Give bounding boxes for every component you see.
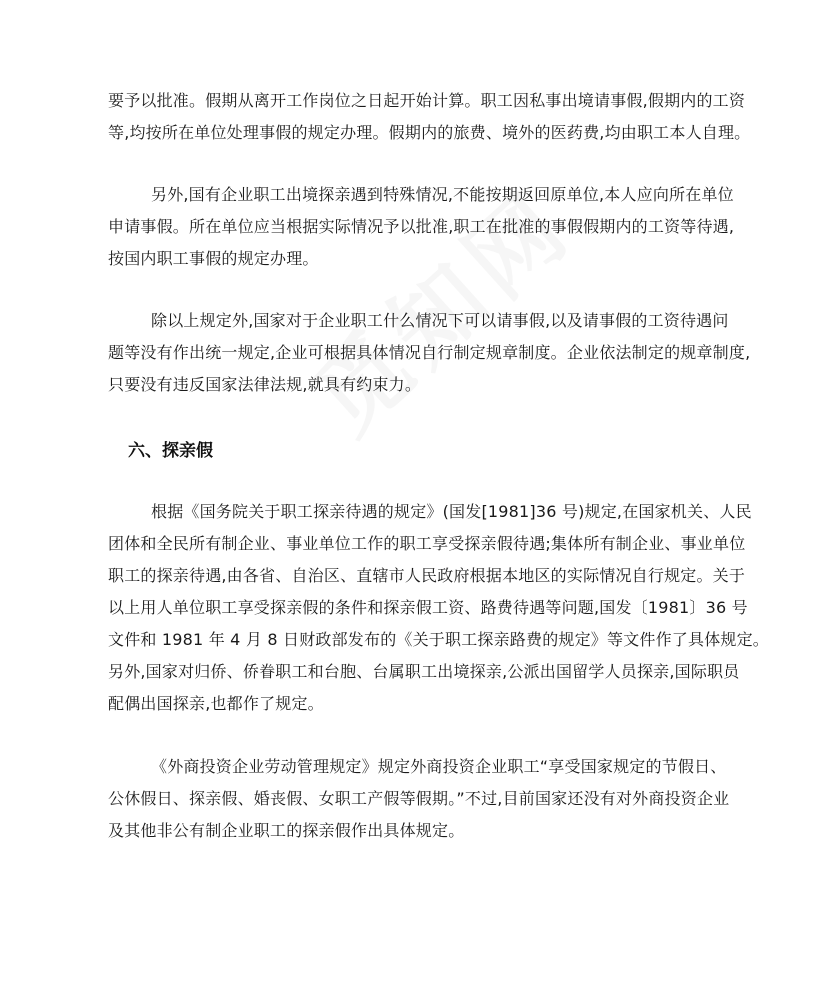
paragraph-line: 只要没有违反国家法律法规,就具有约束力。 — [108, 375, 422, 394]
paragraph-line: 另外,国家对归侨、侨眷职工和台胞、台属职工出境探亲,公派出国留学人员探亲,国际职员 — [108, 662, 740, 681]
paragraph-line: 要予以批准。假期从离开工作岗位之日起开始计算。职工因私事出境请事假,假期内的工资 — [108, 91, 746, 110]
paragraph-line: 及其他非公有制企业职工的探亲假作出具体规定。 — [108, 821, 465, 840]
paragraph-line: 根据《国务院关于职工探亲待遇的规定》(国发[1981]36 号)规定,在国家机关、人民 — [151, 502, 752, 521]
section-heading: 六、探亲假 — [128, 441, 213, 461]
paragraph-line: 等,均按所在单位处理事假的规定办理。假期内的旅费、境外的医药费,均由职工本人自理。 — [108, 123, 751, 142]
paragraph-line: 团体和全民所有制企业、事业单位工作的职工享受探亲假待遇;集体所有制企业、事业单位 — [108, 534, 746, 553]
paragraph-line: 除以上规定外,国家对于企业职工什么情况下可以请事假,以及请事假的工资待遇问 — [151, 311, 729, 330]
paragraph-line: 配偶出国探亲,也都作了规定。 — [108, 694, 324, 713]
paragraph-line: 按国内职工事假的规定办理。 — [108, 249, 319, 268]
paragraph-line: 题等没有作出统一规定,企业可根据具体情况自行制定规章制度。企业依法制定的规章制度, — [108, 343, 751, 362]
paragraph-line: 职工的探亲待遇,由各省、自治区、直辖市人民政府根据本地区的实际情况自行规定。关于 — [108, 566, 746, 585]
paragraph-line: 申请事假。所在单位应当根据实际情况予以批准,职工在批准的事假假期内的工资等待遇, — [108, 217, 735, 236]
paragraph-line: 公休假日、探亲假、婚丧假、女职工产假等假期。”不过,目前国家还没有对外商投资企业 — [108, 789, 730, 808]
paragraph-line: 《外商投资企业劳动管理规定》规定外商投资企业职工“享受国家规定的节假日、 — [151, 757, 727, 776]
paragraph-line: 以上用人单位职工享受探亲假的条件和探亲假工资、路费待遇等问题,国发〔1981〕36 号 — [108, 598, 748, 617]
paragraph-line: 文件和 1981 年 4 月 8 日财政部发布的《关于职工探亲路费的规定》等文件作了具体规定。 — [108, 630, 769, 649]
paragraph-line: 另外,国有企业职工出境探亲遇到特殊情况,不能按期返回原单位,本人应向所在单位 — [151, 185, 734, 204]
